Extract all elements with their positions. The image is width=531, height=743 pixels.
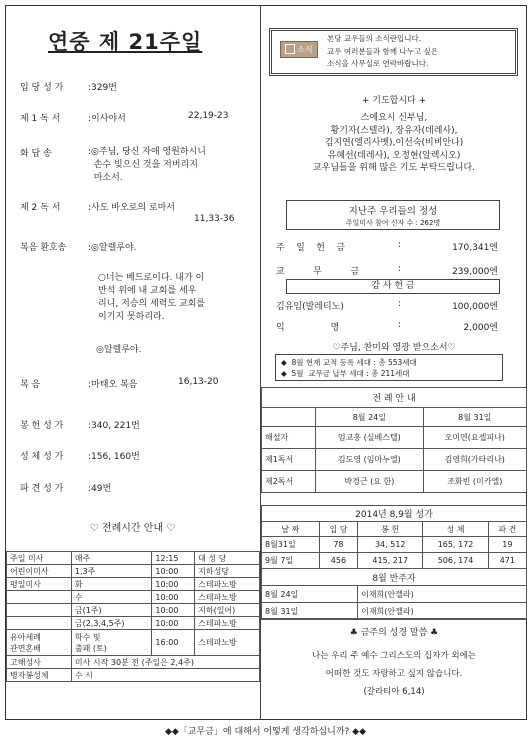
schedule-cell — [7, 591, 72, 604]
hymns-table — [261, 505, 527, 620]
psalm-label: 화 답 송 — [20, 149, 52, 159]
thanks-colon: : — [398, 299, 402, 309]
hymns-cell: 19 — [488, 537, 526, 553]
schedule-cell: 지하(일어) — [195, 604, 260, 617]
ministry-person: 김도영 (임마누엘) — [316, 449, 423, 471]
schedule-cell: 스테파노방 — [195, 617, 260, 630]
word-title: ♣ 금주의 성경 말씀 ♣ — [349, 628, 439, 638]
hymns-cell: 34, 512 — [358, 537, 423, 553]
offering-header — [286, 200, 500, 230]
hymns-title: 2014년 8,9월 성가 — [262, 506, 527, 522]
hymns-cell: 415, 217 — [358, 553, 423, 569]
blessing-text: ♡주님, 찬미와 영광 받으소서♡ — [332, 343, 456, 353]
schedule-cell — [7, 617, 72, 630]
schedule-cell: 10:00 — [152, 578, 195, 591]
ministry-date: 8월 24일 — [316, 408, 423, 427]
alleluia-value: :◎알렐루야. — [88, 243, 137, 253]
footer-note: ◆◆「교무금」에 대해서 어떻게 생각하십니까? ◆◆ — [164, 727, 366, 737]
hymns-cell: 456 — [319, 553, 357, 569]
hymns-header: 입 당 — [319, 522, 357, 537]
schedule-table — [6, 551, 260, 682]
offering-colon: : — [398, 240, 402, 250]
thanks-colon: : — [398, 320, 402, 330]
reading1-value: :이사야서 — [88, 114, 126, 124]
schedule-cell: 어린이미사 — [7, 565, 72, 578]
hymns-header: 날 짜 — [262, 522, 320, 537]
rosary-date: 8월 31일 — [262, 603, 358, 620]
offering-value: 170,341엔 — [452, 243, 498, 253]
ministry-person: 오미연(요셉피나) — [423, 427, 526, 449]
ministry-person: 박경근 (요 한) — [316, 471, 423, 493]
reading1-ref: 22,19-23 — [188, 111, 229, 121]
hymns-header: 봉 헌 — [358, 522, 423, 537]
schedule-cell: 고해성사 — [7, 656, 72, 669]
news-text: 본당 교우들의 소식란입니다. 교우 여러분들과 함께 나누고 싶은 소식을 사무실로 연락바랍니다. — [327, 34, 438, 68]
communion-value: :156, 160번 — [88, 452, 140, 462]
schedule-cell: 10:00 — [152, 565, 195, 578]
ministry-corner — [262, 408, 316, 427]
alleluia-label: 복음 환호송 — [20, 243, 67, 253]
thanks-name: 익 명 — [276, 323, 340, 333]
rosary-person: 이재희(안젤라) — [358, 603, 527, 620]
alleluia-refrain: ◎알렐루야. — [96, 345, 142, 355]
ministry-role: 제2독서 — [262, 471, 316, 493]
schedule-cell: 스테파노방 — [195, 630, 260, 656]
schedule-cell: 10:00 — [152, 617, 195, 630]
word-text: 나는 우리 주 예수 그리스도의 십자가 외에는 어떠한 것도 자랑하고 싶지 않습니다. (갈라티아 6,14) — [311, 651, 476, 697]
ministry-person: 엄교흥 (실베스텔) — [316, 427, 423, 449]
news-icon — [285, 44, 295, 54]
news-box — [269, 28, 518, 76]
alleluia-verse: ○너는 베드로이다. 내가 이 반석 위에 내 교회를 세우 리니, 저승의 세력도 교회를 이기지 못하리라. — [98, 273, 206, 322]
rosary-title: 8월 반주자 — [262, 569, 527, 586]
schedule-cell: 16:00 — [152, 630, 195, 656]
schedule-cell: 10:00 — [152, 591, 195, 604]
word-box — [261, 618, 527, 720]
communion-label: 성 체 성 가 — [20, 452, 64, 462]
schedule-cell: 금(2,3,4,5주) — [71, 617, 152, 630]
offering-label: 주 일 헌 금 — [276, 243, 346, 253]
schedule-cell: 12:15 — [152, 552, 195, 565]
schedule-cell: 스테파노방 — [195, 578, 260, 591]
schedule-cell: 유아세례 관면혼배 — [7, 630, 72, 656]
ministry-table — [261, 387, 527, 493]
schedule-cell: 수 시 — [71, 669, 259, 682]
thanks-title: 감 사 헌 금 — [286, 279, 500, 294]
gospel-value: :마태오 복음 — [88, 380, 138, 390]
schedule-cell: 평일미사 — [7, 578, 72, 591]
ministry-person: 김영희(가타리나) — [423, 449, 526, 471]
schedule-title: ♡ 전례시간 안내 ♡ — [89, 523, 176, 534]
psalm-value: :◎주님, 당신 자애 영원하시니 손수 빚으신 것을 저버리지 마소서. — [88, 147, 206, 183]
stats-box — [275, 354, 503, 381]
schedule-cell — [7, 604, 72, 617]
news-badge — [280, 41, 318, 58]
ministry-role: 제1독서 — [262, 449, 316, 471]
offertory-label: 봉 헌 성 가 — [20, 421, 64, 431]
offering-title: 지난주 우리들의 정성 — [348, 206, 438, 217]
offering-label: 교 무 금 — [276, 267, 360, 277]
reading2-ref: 11,33-36 — [194, 214, 235, 224]
gospel-ref: 16,13-20 — [178, 377, 219, 387]
rosary-person: 이재희(안젤라) — [358, 586, 527, 603]
hymns-cell: 165, 172 — [423, 537, 488, 553]
prayer-text: 스에요시 신부님, 황기자(스텔라), 장유자(데레사), 김지연(엘리사벳),이선숙(비비안나) 유혜선(데레사), 오정현(알렉시오) 교우님들을 위해 많은 기도 부탁드립니다. — [312, 113, 476, 173]
ministry-title: 전 례 안 내 — [262, 388, 527, 408]
schedule-cell: 미사 시작 30분 전 (주일은 2,4주) — [71, 656, 259, 669]
offering-colon: : — [398, 264, 402, 274]
rosary-date: 8월 24일 — [262, 586, 358, 603]
prayer-title: + 기도합시다 + — [361, 96, 427, 106]
schedule-cell: 10:00 — [152, 604, 195, 617]
thanks-value: 100,000엔 — [452, 302, 498, 312]
gospel-label: 복 음 — [20, 380, 41, 390]
news-badge-label: 소식 — [297, 45, 313, 54]
schedule-cell: 매주 — [71, 552, 152, 565]
schedule-cell: 대 성 당 — [195, 552, 260, 565]
hymns-cell: 78 — [319, 537, 357, 553]
hymns-header: 성 체 — [423, 522, 488, 537]
reading2-label: 제 2 독 서 — [20, 203, 61, 213]
hymns-cell: 8월31일 — [262, 537, 320, 553]
entrance-value: :329번 — [88, 83, 117, 93]
hymns-cell: 471 — [488, 553, 526, 569]
thanks-value: 2,000엔 — [463, 323, 498, 333]
schedule-cell: 학수 및 출패 (토) — [71, 630, 152, 656]
reading1-label: 제 1 독 서 — [20, 114, 61, 124]
hymns-cell: 9월 7일 — [262, 553, 320, 569]
hymns-cell: 506, 174 — [423, 553, 488, 569]
schedule-cell: 주일 미사 — [7, 552, 72, 565]
entrance-label: 입 당 성 가 — [20, 83, 64, 93]
offering-attendance: 주일미사 참여 신자 수 : 262명 — [345, 219, 441, 227]
stats-line: ◆ 8월 현재 교적 등록 세대 : 총 553세대 — [281, 358, 417, 367]
ministry-person: 조화빈 (미카엘) — [423, 471, 526, 493]
ministry-role: 해설자 — [262, 427, 316, 449]
stats-line: ◆ 5월 교무금 납부 세대 : 총 211세대 — [281, 369, 410, 378]
schedule-cell: 1,3주 — [71, 565, 152, 578]
recessional-label: 파 견 성 가 — [20, 484, 64, 494]
offering-value: 239,000엔 — [452, 267, 498, 277]
page-title: 연중 제 21주일 — [48, 30, 203, 54]
offertory-value: :340, 221번 — [88, 421, 140, 431]
schedule-cell: 병자봉성체 — [7, 669, 72, 682]
hymns-header: 파 견 — [488, 522, 526, 537]
thanks-name: 김유임(발레티노) — [276, 302, 344, 312]
schedule-cell: 화 — [71, 578, 152, 591]
schedule-cell: 지하성당 — [195, 565, 260, 578]
schedule-cell: 수 — [71, 591, 152, 604]
recessional-value: :49번 — [88, 484, 112, 494]
schedule-cell: 금(1주) — [71, 604, 152, 617]
reading2-value: :사도 바오로의 로마서 — [88, 203, 176, 213]
schedule-cell: 스테파노방 — [195, 591, 260, 604]
ministry-date: 8월 31일 — [423, 408, 526, 427]
